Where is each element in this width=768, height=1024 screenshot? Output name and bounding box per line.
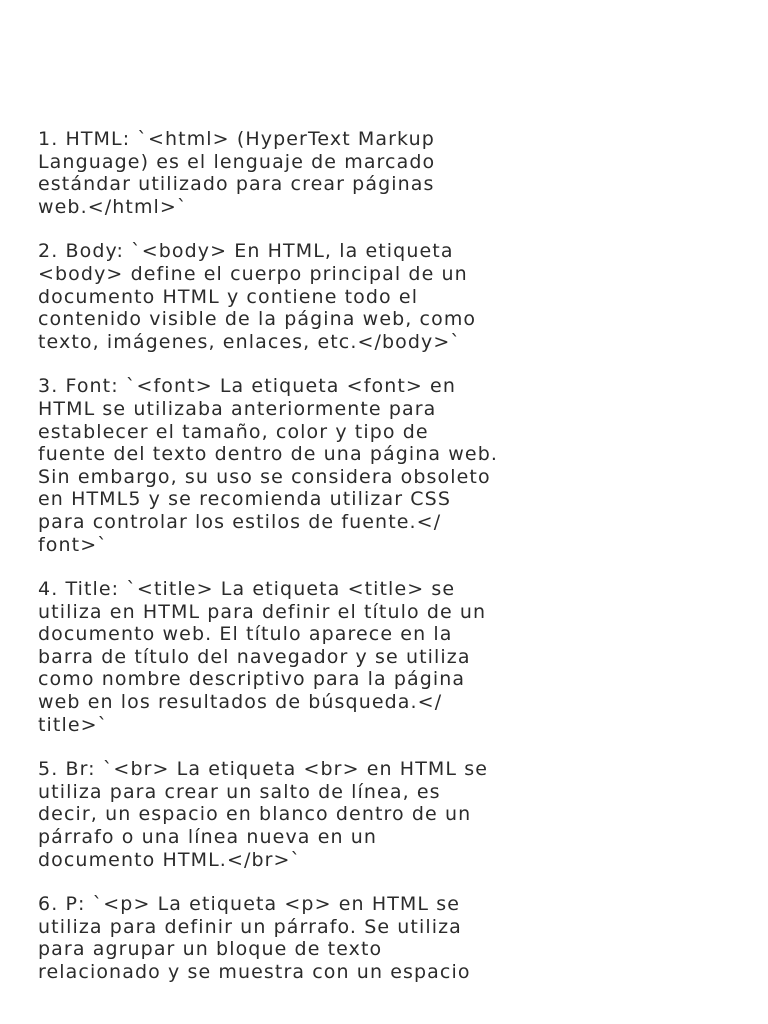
text-line: 6. P: `<p> La etiqueta <p> en HTML se	[38, 893, 461, 916]
text-line: 5. Br: `<br> La etiqueta <br> en HTML se	[38, 758, 489, 781]
text-line: Sin embargo, su uso se considera obsoleto	[38, 465, 491, 488]
text-line: como nombre descriptivo para la página	[38, 668, 466, 691]
text-line: web.</html>`	[38, 195, 188, 218]
text-line: 3. Font: `<font> La etiqueta <font> en	[38, 375, 456, 398]
paragraph-br-tag	[38, 758, 738, 871]
text-line: utiliza para definir un párrafo. Se utiliza	[38, 915, 462, 938]
paragraph-title-tag	[38, 578, 738, 736]
text-line: fuente del texto dentro de una página web.	[38, 443, 499, 466]
text-line: texto, imágenes, enlaces, etc.</body>`	[38, 330, 462, 353]
text-line: barra de título del navegador y se utiliza	[38, 645, 471, 668]
text-line: utiliza para crear un salto de línea, es	[38, 780, 441, 803]
text-line: 1. HTML: `<html> (HyperText Markup	[38, 128, 435, 150]
document-body	[38, 128, 738, 984]
text-line: documento web. El título aparece en la	[38, 623, 453, 646]
paragraph-html-tag	[38, 128, 738, 218]
text-line: web en los resultados de búsqueda.</	[38, 691, 443, 714]
text-line: para agrupar un bloque de texto	[38, 938, 383, 961]
text-line: contenido visible de la página web, como	[38, 308, 477, 331]
text-line: utiliza en HTML para definir el título de un	[38, 600, 487, 623]
text-line: documento HTML y contiene todo el	[38, 285, 419, 308]
text-line: en HTML5 y se recomienda utilizar CSS	[38, 488, 451, 511]
text-line: font>`	[38, 533, 108, 556]
text-line: decir, un espacio en blanco dentro de un	[38, 803, 472, 826]
text-line: documento HTML.</br>`	[38, 848, 302, 871]
text-line: Language) es el lenguaje de marcado	[38, 150, 436, 173]
text-line: 2. Body: `<body> En HTML, la etiqueta	[38, 240, 454, 263]
paragraph-body-tag	[38, 240, 738, 353]
text-line: <body> define el cuerpo principal de un	[38, 262, 468, 285]
text-line: title>`	[38, 713, 109, 736]
text-line: HTML se utilizaba anteriormente para	[38, 397, 437, 420]
text-line: relacionado y se muestra con un espacio	[38, 961, 471, 983]
text-line: establecer el tamaño, color y tipo de	[38, 420, 429, 443]
paragraph-font-tag	[38, 375, 738, 556]
paragraph-p-tag	[38, 893, 738, 983]
text-line: 4. Title: `<title> La etiqueta <title> se	[38, 578, 456, 601]
text-line: párrafo o una línea nueva en un	[38, 826, 378, 849]
text-line: estándar utilizado para crear páginas	[38, 173, 435, 196]
text-line: para controlar los estilos de fuente.</	[38, 510, 442, 533]
